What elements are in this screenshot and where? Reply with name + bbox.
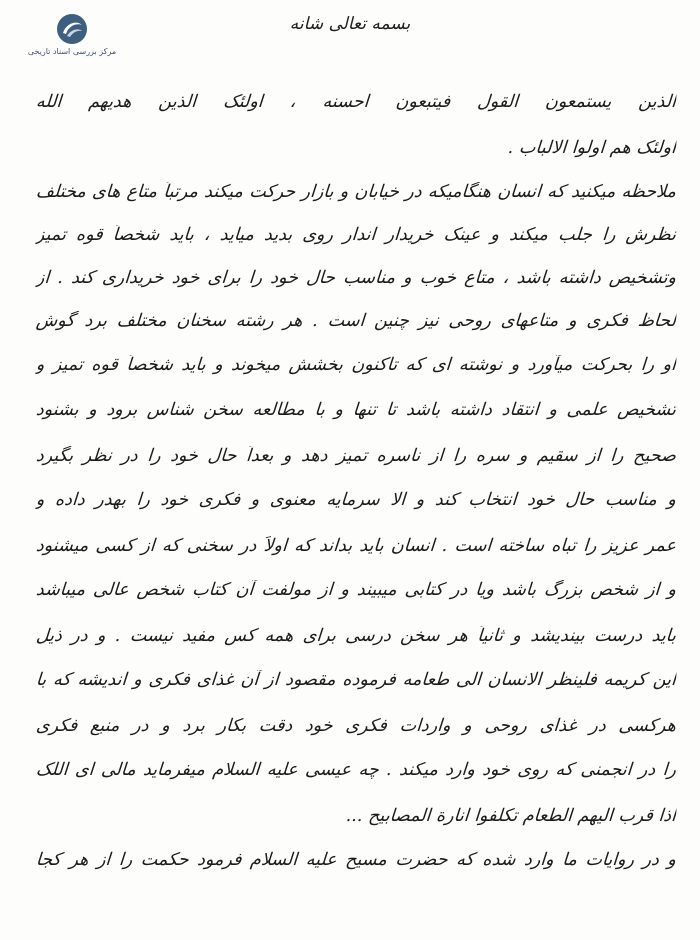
handwritten-line: الذین یستمعون القول فیتبعون احسنه ، اولئک الذین هدیهم الله [35,92,677,112]
handwritten-line: عمر عزیز را تباه ساخته است . انسان باید بداند که اولاً در سخنی که از کسی میشنود [35,536,677,556]
document-heading: بسمه تعالی شانه [289,14,411,34]
handwritten-line: نظرش را جلب میکند و عینک خریدار اندار روی بدید میاید ، باید شخصاً قوه تمیز [35,225,677,245]
handwritten-line: و مناسب حال خود انتخاب کند و الا سرمایه معنوی و فکری خود را بهدر داده و [35,490,677,510]
handwritten-line: را در انجمنی که روی خود وارد میکند . چه عیسی علیه السلام میفرماید مالی ای اللک [35,760,677,780]
handwritten-line: اذا قرب الیهم الطعام تکلفوا انارة المصابیح ... [345,806,677,826]
handwritten-line: تشخیص علمی و انتقاد داشته باشد تا تنها و با مطالعه سخن شناس برود و بشنود [35,400,677,420]
handwritten-line: وتشخیص داشته باشد ، متاع خوب و مناسب حال خود را برای خود خریداری کند . از [35,268,677,288]
handwritten-line: و از شخص بزرگ باشد ویا در کتابی میبیند و از مولفت آن کتاب شخص عالی میباشد [35,580,677,600]
handwritten-line: لحاظ فکری و متاعهای روحی نیز چنین است . هر رشته سخنان مختلف برد گوش [35,311,677,331]
handwritten-line: صحیح را از سقیم و سره را از ناسره تمیز دهد و بعداً حال خود را در نظر بگیرد [35,446,677,466]
handwritten-line: این کریمه فلینظر الانسان الی طعامه فرموده مقصود از آن غذای فکری و اندیشه که با [35,670,677,690]
handwritten-line: باید درست بیندیشد و ثانیاً هر سخن درسی برای همه کس مفید نیست . و در ذیل [35,626,677,646]
handwritten-line: ملاحظه میکنید که انسان هنگامیکه در خیابان و بازار حرکت میکند مرتباً متاع های مختلف [35,182,677,202]
handwritten-line: و در روایات ما وارد شده که حضرت مسیح علیه السلام فرمود حکمت را از هر کجا [35,850,677,870]
handwritten-text-body [36,70,676,940]
handwritten-line: اولئک هم اولوا الالباب . [507,138,677,158]
handwritten-line: هرکسی در غذای روحی و واردات فکری خود دقت بکار برد و در منبع فکری [35,716,677,736]
archive-logo-text: مرکز بررسی اسناد تاریخی [27,47,117,56]
handwritten-line: او را بحرکت میآورد و نوشته ای که تاکنون بخشش میخوند و باید شخصاً قوه تمیز و [35,355,677,375]
